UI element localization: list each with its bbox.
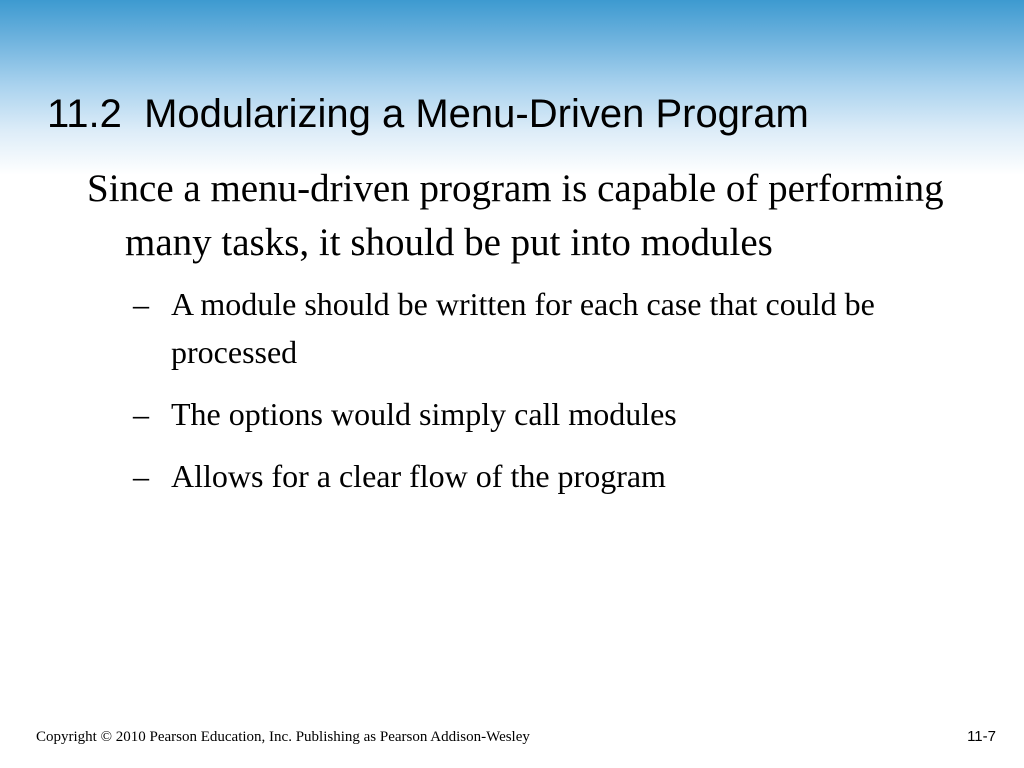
slide-content [87, 162, 967, 514]
slide-title: 11.2 Modularizing a Menu-Driven Program [47, 92, 809, 136]
page-number: 11-7 [967, 728, 996, 745]
sub-bullet-item [133, 390, 967, 438]
sub-bullet-text: A module should be written for each case that could be processed [171, 286, 875, 370]
dash-bullet-marker: – [133, 286, 149, 322]
dash-bullet-marker: – [133, 458, 149, 494]
main-bullet-point: Since a menu-driven program is capable of performing many tasks, it should be put into modules [87, 167, 944, 264]
sub-bullet-text: Allows for a clear flow of the program [171, 458, 666, 494]
sub-bullet-list [87, 280, 967, 500]
sub-bullet-item [133, 280, 967, 376]
sub-bullet-item [133, 452, 967, 500]
footer-copyright: Copyright © 2010 Pearson Education, Inc. Publishing as Pearson Addison-Wesley [36, 729, 530, 745]
dash-bullet-marker: – [133, 396, 149, 432]
sub-bullet-text: The options would simply call modules [171, 396, 677, 432]
